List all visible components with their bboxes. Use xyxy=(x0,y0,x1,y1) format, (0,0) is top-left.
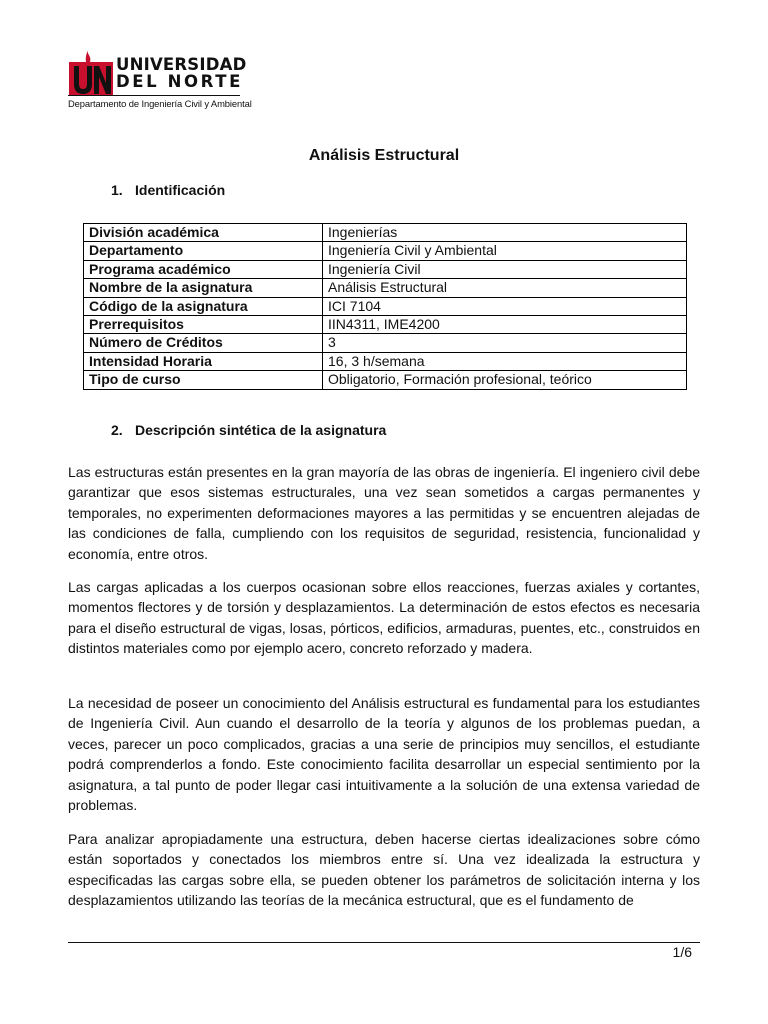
section-heading-descripcion xyxy=(111,422,386,438)
department-name: Departamento de Ingeniería Civil y Ambiental xyxy=(68,98,252,109)
university-logo xyxy=(66,48,252,114)
table-row xyxy=(84,316,687,334)
table-row xyxy=(84,242,687,260)
table-key-cell: Prerrequisitos xyxy=(84,316,323,334)
document-title: Análisis Estructural xyxy=(308,147,460,164)
table-key-cell: Programa académico xyxy=(84,260,323,278)
table-row xyxy=(84,260,687,278)
table-value-cell: 16, 3 h/semana xyxy=(323,352,687,370)
table-row xyxy=(84,334,687,352)
section-number: 1. xyxy=(111,182,123,198)
table-value-cell: ICI 7104 xyxy=(323,297,687,315)
table-value-cell: IIN4311, IME4200 xyxy=(323,316,687,334)
section-heading-identificacion xyxy=(111,182,225,198)
table-key-cell: Número de Créditos xyxy=(84,334,323,352)
table-row xyxy=(84,297,687,315)
footer-divider xyxy=(68,942,700,943)
table-row xyxy=(84,279,687,297)
table-key-cell: División académica xyxy=(84,224,323,242)
table-row xyxy=(84,371,687,389)
table-value-cell: 3 xyxy=(323,334,687,352)
university-name-line1: UNIVERSIDAD xyxy=(116,55,247,74)
table-value-cell: Análisis Estructural xyxy=(323,279,687,297)
table-key-cell: Nombre de la asignatura xyxy=(84,279,323,297)
un-flame-logo-icon xyxy=(66,48,116,98)
description-paragraph: Las estructuras están presentes en la gran mayoría de las obras de ingeniería. El ingeniero civil debe garantizar que esos sistemas estructurales, una vez sean sometidos a cargas permanentes y temporales, no experimenten deformaciones mayores a las permitidas y se encuentren alejadas de las condiciones de falla, cumpliendo con los requisitos de seguridad, resistencia, funcionalidad y economía, entre otros. xyxy=(68,464,700,562)
table-value-cell: Obligatorio, Formación profesional, teórico xyxy=(323,371,687,389)
table-value-cell: Ingenierías xyxy=(323,224,687,242)
table-row xyxy=(84,352,687,370)
table-row xyxy=(84,224,687,242)
page-number: 1/6 xyxy=(672,944,692,960)
description-paragraph: Para analizar apropiadamente una estructura, deben hacerse ciertas idealizaciones sobre cómo están soportados y conectados los miembros entre sí. Una vez idealizada la estructura y especificadas las cargas sobre ella, se pueden obtener los parámetros de solicitación interna y los desplazamientos utilizando las teorías de la mecánica estructural, que es el fundamento de xyxy=(68,831,700,909)
description-paragraph: Las cargas aplicadas a los cuerpos ocasionan sobre ellos reacciones, fuerzas axiales y cortantes, momentos flectores y de torsión y desplazamientos. La determinación de estos efectos es necesaria para el diseño estructural de vigas, losas, pórticos, edificios, armaduras, puentes, etc., construidos en distintos materiales como por ejemplo acero, concreto reforzado y madera. xyxy=(68,579,700,657)
logo-divider xyxy=(68,95,240,96)
table-key-cell: Código de la asignatura xyxy=(84,297,323,315)
table-key-cell: Tipo de curso xyxy=(84,371,323,389)
section-title: Descripción sintética de la asignatura xyxy=(135,422,387,438)
section-title: Identificación xyxy=(135,182,226,198)
university-name-line2: DEL NORTE xyxy=(116,72,243,91)
section-number: 2. xyxy=(111,422,123,438)
description-paragraph: La necesidad de poseer un conocimiento del Análisis estructural es fundamental para los estudiantes de Ingeniería Civil. Aun cuando el desarrollo de la teoría y algunos de los problemas puedan, a veces, parecer un poco complicados, gracias a una serie de principios muy sencillos, el estudiante podrá comprenderlos a fondo. Este conocimiento facilita desarrollar un especial sentimiento por la asignatura, a tal punto de poder llegar casi intuitivamente a la solución de una extensa variedad de problemas. xyxy=(68,695,700,814)
table-value-cell: Ingeniería Civil y Ambiental xyxy=(323,242,687,260)
table-value-cell: Ingeniería Civil xyxy=(323,260,687,278)
table-key-cell: Departamento xyxy=(84,242,323,260)
identification-table xyxy=(83,223,687,390)
table-key-cell: Intensidad Horaria xyxy=(84,352,323,370)
